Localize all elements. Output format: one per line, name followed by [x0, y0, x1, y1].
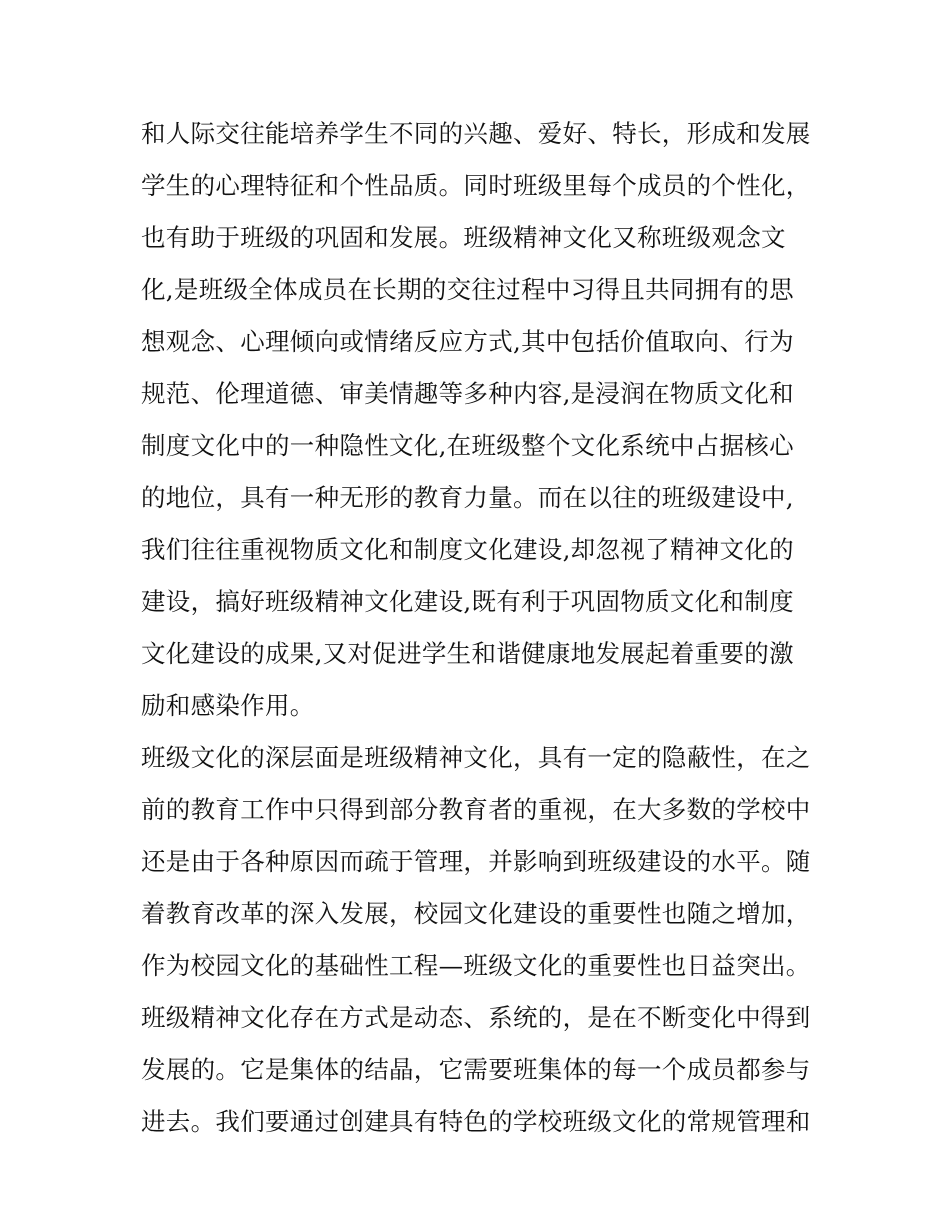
text-line: 励和感染作用。: [141, 691, 315, 720]
body-text: [141, 108, 821, 1148]
text-line: 我们往往重视物质文化和制度文化建设,却忽视了精神文化的: [141, 535, 794, 564]
text-line: 的地位，具有一种无形的教育力量。而在以往的班级建设中,: [141, 483, 794, 512]
text-line: 也有助于班级的巩固和发展。班级精神文化又称班级观念文: [141, 223, 786, 252]
text-line: 文化建设的成果,又对促进学生和谐健康地发展起着重要的激: [141, 639, 794, 668]
text-line: 想观念、心理倾向或情绪反应方式,其中包括价值取向、行为: [141, 327, 794, 356]
text-line: 建设，搞好班级精神文化建设,既有利于巩固物质文化和制度: [141, 587, 794, 616]
text-line: 制度文化中的一种隐性文化,在班级整个文化系统中占据核心: [141, 431, 794, 460]
text-line: 和人际交往能培养学生不同的兴趣、爱好、特长，形成和发展: [141, 119, 811, 148]
text-line: 班级精神文化存在方式是动态、系统的，是在不断变化中得到: [141, 1003, 811, 1032]
text-line: 班级文化的深层面是班级精神文化，具有一定的隐蔽性，在之: [141, 743, 811, 772]
text-line: 发展的。它是集体的结晶，它需要班集体的每一个成员都参与: [141, 1055, 811, 1084]
text-line: 进去。我们要通过创建具有特色的学校班级文化的常规管理和: [141, 1107, 811, 1136]
text-line: 化,是班级全体成员在长期的交往过程中习得且共同拥有的思: [141, 275, 794, 304]
text-line: 作为校园文化的基础性工程—班级文化的重要性也日益突出。: [141, 951, 811, 980]
text-line: 前的教育工作中只得到部分教育者的重视，在大多数的学校中: [141, 795, 811, 824]
text-line: 着教育改革的深入发展，校园文化建设的重要性也随之增加，: [141, 899, 811, 928]
text-line: 还是由于各种原因而疏于管理，并影响到班级建设的水平。随: [141, 847, 811, 876]
text-line: 规范、伦理道德、审美情趣等多种内容,是浸润在物质文化和: [141, 379, 794, 408]
text-line: 学生的心理特征和个性品质。同时班级里每个成员的个性化，: [141, 171, 811, 200]
